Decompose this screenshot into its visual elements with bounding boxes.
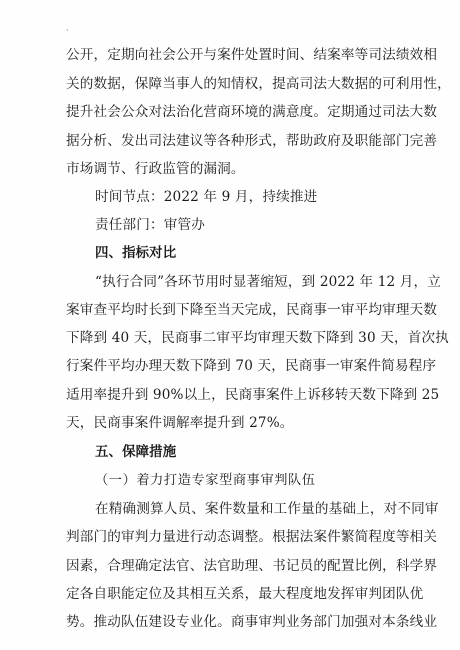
body-line: 市场调节、行政监管的漏洞。 — [66, 161, 245, 177]
body-line: 定各自职能定位及其相互关系，最大程度地发挥审判团队优 — [66, 586, 424, 602]
section-heading-5: 五、保障措施 — [95, 445, 177, 460]
corner-mark: · — [66, 26, 69, 35]
body-line: 案审查平均时长到下降至当天完成，民商事一审平均审理天数 — [66, 302, 438, 318]
body-line: 公开，定期向社会公开与案件处置时间、结案率等司法绩效相 — [66, 47, 438, 63]
body-line: 因素，合理确定法官、法官助理、书记员的配置比例，科学界 — [66, 558, 438, 574]
subsection-heading-1: （一）着力打造专家型商事审判队伍 — [95, 473, 316, 488]
responsible-dept-line: 责任部门：审管办 — [95, 217, 205, 233]
body-line: 行案件平均办理天数下降到 70 天，民商事一审案件简易程序 — [66, 358, 437, 374]
body-line: 据分析、发出司法建议等各种形式，帮助政府及职能部门完善 — [66, 133, 438, 149]
time-node-line: 时间节点：2022 年 9 月，持续推进 — [95, 189, 318, 205]
body-line: 势。推动队伍建设专业化。商事审判业务部门加强对本条线业 — [66, 614, 438, 630]
body-line: 下降到 40 天，民商事二审平均审理天数下降到 30 天，首次执 — [66, 330, 449, 346]
body-line: 天，民商事案件调解率提升到 27%。 — [66, 415, 294, 431]
body-line: 关的数据，保障当事人的知情权，提高司法大数据的可利用性， — [66, 76, 451, 92]
body-line: “执行合同”各环节用时显著缩短，到 2022 年 12 月，立 — [95, 274, 442, 290]
section-heading-4: 四、指标对比 — [95, 246, 177, 261]
body-line: 在精确测算人员、案件数量和工作量的基础上，对不同审 — [95, 501, 439, 517]
body-line: 提升社会公众对法治化营商环境的满意度。定期通过司法大数 — [66, 104, 438, 120]
body-line: 适用率提升到 90%以上，民商事案件上诉移转天数下降到 25 — [66, 387, 440, 403]
body-line: 判部门的审判力量进行动态调整。根据法案件繁简程度等相关 — [66, 529, 438, 545]
